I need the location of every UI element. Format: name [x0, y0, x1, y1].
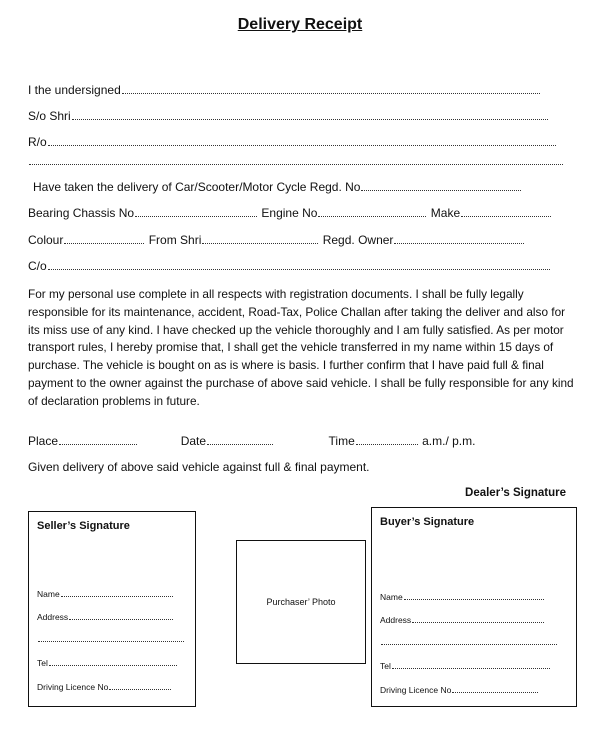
colour-blank[interactable]	[64, 234, 144, 244]
purchaser-photo-label: Purchaser’ Photo	[266, 597, 336, 607]
buyer-address-field[interactable]	[380, 615, 545, 625]
co-row	[28, 259, 551, 273]
seller-signature-box[interactable]	[28, 511, 196, 707]
chassis-row	[28, 206, 552, 220]
buyer-address-blank[interactable]	[412, 615, 544, 623]
buyer-licence-label: Driving Licence No	[380, 685, 452, 695]
purchaser-photo-box[interactable]	[236, 540, 366, 664]
regd-owner-label: Regd. Owner	[322, 233, 394, 247]
undersigned-blank[interactable]	[122, 84, 540, 94]
seller-signature-title: Seller’s Signature	[37, 520, 130, 532]
so-shri-label: S/o Shri	[28, 109, 71, 123]
place-date-time-row	[28, 434, 475, 448]
regd-no-blank[interactable]	[361, 181, 521, 191]
make-blank[interactable]	[461, 207, 551, 217]
chassis-blank[interactable]	[135, 207, 257, 217]
date-label: Date	[180, 434, 207, 448]
seller-tel-blank[interactable]	[49, 658, 177, 666]
buyer-licence-field[interactable]	[380, 685, 539, 695]
buyer-name-blank[interactable]	[404, 592, 544, 600]
date-blank[interactable]	[207, 435, 273, 445]
time-blank[interactable]	[356, 435, 418, 445]
seller-address-blank-2[interactable]	[38, 634, 184, 642]
seller-tel-label: Tel	[37, 658, 48, 668]
taken-delivery-label: Have taken the delivery of Car/Scooter/Motor Cycle Regd. No	[33, 180, 361, 194]
buyer-address-continuation[interactable]	[380, 637, 558, 647]
buyer-address-blank-2[interactable]	[381, 637, 557, 645]
buyer-licence-blank[interactable]	[452, 685, 538, 693]
seller-licence-label: Driving Licence No	[37, 682, 109, 692]
seller-address-continuation[interactable]	[37, 634, 185, 644]
dealer-signature-label: Dealer’s Signature	[465, 487, 566, 499]
from-shri-blank[interactable]	[202, 234, 318, 244]
seller-address-blank[interactable]	[69, 612, 173, 620]
seller-licence-blank[interactable]	[109, 682, 171, 690]
taken-delivery-row	[33, 180, 522, 194]
engine-blank[interactable]	[318, 207, 426, 217]
time-label: Time	[328, 434, 355, 448]
co-blank[interactable]	[48, 260, 550, 270]
buyer-address-label: Address	[380, 615, 412, 625]
buyer-tel-label: Tel	[380, 661, 391, 671]
seller-name-field[interactable]	[37, 589, 174, 599]
regd-owner-blank[interactable]	[394, 234, 524, 244]
from-shri-label: From Shri	[148, 233, 202, 247]
buyer-name-field[interactable]	[380, 592, 545, 602]
buyer-tel-field[interactable]	[380, 661, 551, 671]
make-label: Make	[430, 206, 461, 220]
seller-address-label: Address	[37, 612, 69, 622]
page-title: Delivery Receipt	[237, 16, 363, 33]
ro-blank[interactable]	[48, 136, 556, 146]
colour-row	[28, 233, 525, 247]
seller-address-field[interactable]	[37, 612, 174, 622]
co-label: C/o	[28, 259, 47, 273]
ro-continuation-row	[28, 154, 564, 168]
place-label: Place	[28, 434, 59, 448]
given-delivery-row	[28, 460, 370, 474]
colour-label: Colour	[28, 233, 64, 247]
engine-no-label: Engine No	[261, 206, 318, 220]
buyer-name-label: Name	[380, 592, 403, 602]
seller-tel-field[interactable]	[37, 658, 178, 668]
undersigned-row	[28, 83, 541, 97]
seller-name-label: Name	[37, 589, 60, 599]
ro-continuation-blank[interactable]	[29, 155, 563, 165]
buyer-tel-blank[interactable]	[392, 661, 550, 669]
buyer-signature-title: Buyer’s Signature	[380, 516, 475, 528]
undersigned-label: I the undersigned	[28, 83, 121, 97]
given-delivery-text: Given delivery of above said vehicle against full & final payment.	[28, 460, 370, 474]
so-shri-row	[28, 109, 549, 123]
place-blank[interactable]	[59, 435, 137, 445]
seller-name-blank[interactable]	[61, 589, 173, 597]
buyer-signature-box[interactable]	[371, 507, 577, 707]
ampm-label: a.m./ p.m.	[422, 434, 476, 448]
so-shri-blank[interactable]	[72, 110, 548, 120]
bearing-chassis-label: Bearing Chassis No	[28, 206, 135, 220]
ro-row	[28, 135, 557, 149]
declaration-paragraph: For my personal use complete in all respects with registration documents. I shall be fully legally responsible for its maintenance, accident, Road-Tax, Police Challan after taking the deliver and also for its miss use of any kind. I have checked up the vehicle thoroughly and I am fully satisfied. As per motor transport rules, I hereby promise that, I shall get the vehicle transferred in my name within 15 days of purchase. The vehicle is bought on as is where is basis. I further confirm that I have paid full & final payment to the owner against the purchase of above said vehicle. I shall be fully responsible for any kind of declaration problems in future.	[28, 287, 574, 408]
ro-label: R/o	[28, 135, 47, 149]
seller-licence-field[interactable]	[37, 682, 172, 692]
